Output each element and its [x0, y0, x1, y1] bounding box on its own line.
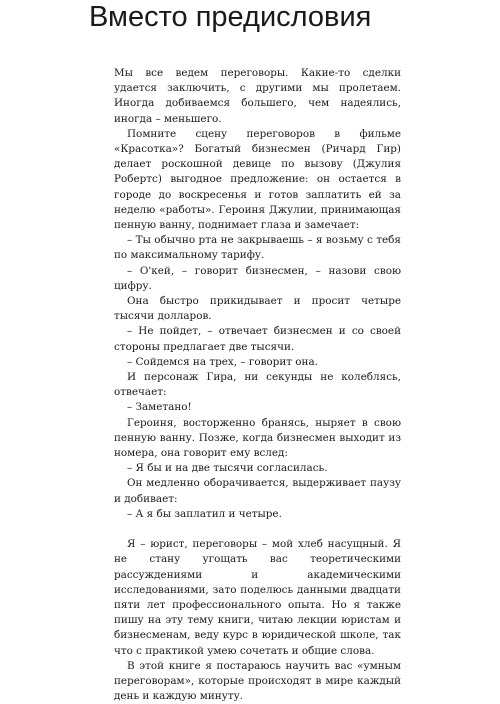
paragraph: В этой книге я постараюсь научить вас «умным переговорам», которые происходят в мире каждый день и каждую минуту. — [114, 659, 401, 703]
paragraph: Помните сцену переговоров в фильме «Красотка»? Богатый бизнесмен (Ричард Гир) делает роскошной девице по вызову (Джулия Робертс) выгодное предложение: он остается в городе до воскресенья и готов заплатить ей за неделю «работы». Героиня Джулии, принимающая пенную ванну, поднимает глаза и замечает: — [114, 127, 401, 232]
paragraph: Он медленно оборачивается, выдерживает паузу и добивает: — [114, 477, 401, 505]
paragraph: Я – юрист, переговоры – мой хлеб насущный. Я не стану угощать вас теоретическими рассуждениями и академическими исследованиями, зато поделюсь данными двадцати пяти лет профессионального опыта. Но я также пишу на эту тему книги, читаю лекции юристам и бизнесменам, веду курс в юридической школе, так что с практикой умею сочетать и общие слова. — [114, 538, 401, 657]
dialogue-line: – Не пойдет, – отвечает бизнесмен и со своей стороны предлагает две тысячи. — [114, 325, 401, 353]
section-break — [114, 522, 401, 537]
paragraph: Героиня, восторженно бранясь, ныряет в свою пенную ванну. Позже, когда бизнесмен выходит из номера, она говорит ему вслед: — [114, 416, 401, 460]
dialogue-line: – Сойдемся на трех, – говорит она. — [127, 355, 318, 368]
body-text — [114, 66, 401, 704]
dialogue-line: – Я бы и на две тысячи согласилась. — [127, 462, 328, 475]
dialogue-line: – А я бы заплатил и четыре. — [127, 507, 282, 520]
chapter-title: Вместо предисловия — [89, 1, 372, 33]
dialogue-line: – Ты обычно рта не закрываешь – я возьму с тебя по максимальному тарифу. — [114, 234, 401, 262]
dialogue-line: – Заметано! — [127, 401, 192, 414]
paragraph: Мы все ведем переговоры. Какие-то сделки удается заключить, с другими мы пролетаем. Иногда добиваемся большего, чем надеялись, иногда – меньшего. — [114, 67, 401, 125]
dialogue-line: – О'кей, – говорит бизнесмен, – назови свою цифру. — [114, 264, 401, 292]
paragraph: Она быстро прикидывает и просит четыре тысячи долларов. — [114, 295, 401, 323]
paragraph: И персонаж Гира, ни секунды не колеблясь, отвечает: — [114, 371, 401, 399]
